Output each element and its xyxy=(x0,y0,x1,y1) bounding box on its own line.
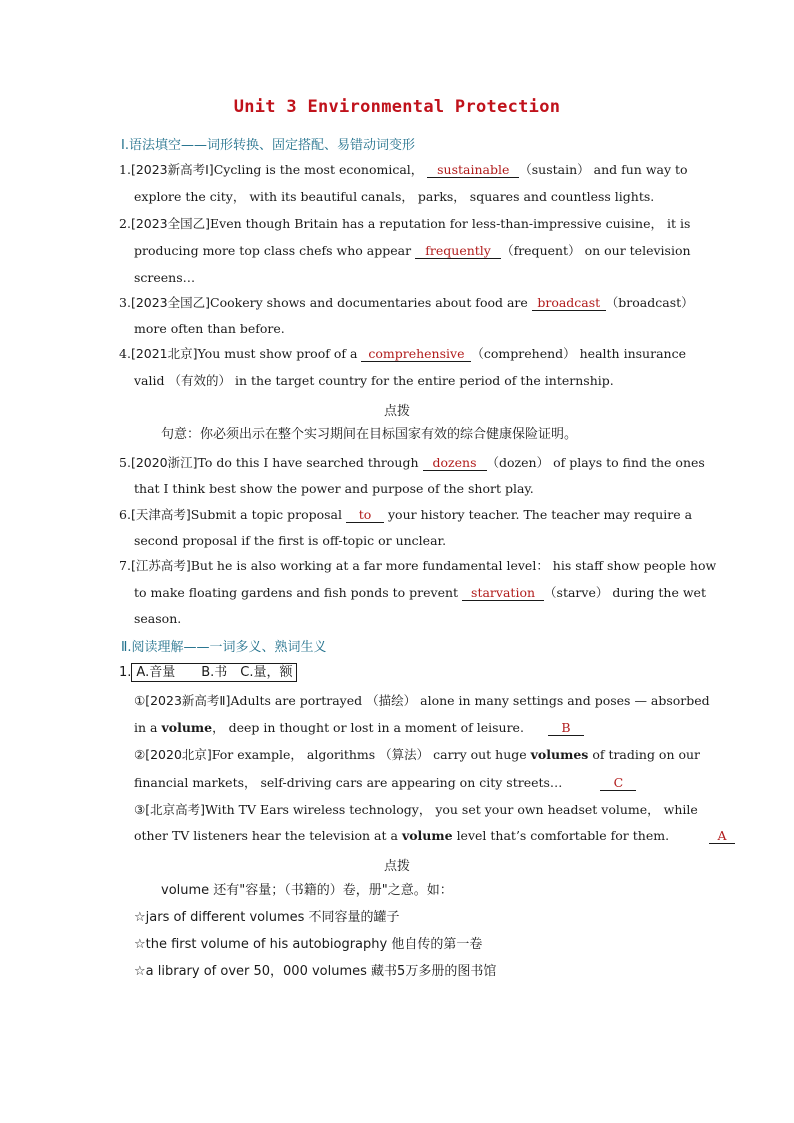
tip-label: 点拨 xyxy=(383,859,410,874)
question-2-line2: producing more top class chefs who appear frequently （frequent） on our television xyxy=(134,243,691,258)
question-7-line1: 7.[江苏高考]But he is also working at a far more fundamental level： his staff show people how xyxy=(119,558,717,573)
question-2-line3: screens… xyxy=(134,270,196,285)
question-7-line3: season. xyxy=(134,611,182,626)
question-6-line1: 6.[天津高考]Submit a topic proposal to your history teacher. The teacher may require a xyxy=(119,507,693,522)
tip-text: 句意：你必须出示在整个实习期间在目标国家有效的综合健康保险证明。 xyxy=(161,427,578,442)
question-5-line1: 5.[2020浙江]To do this I have searched through dozens （dozen） of plays to find the ones xyxy=(119,455,705,470)
question-1-line2: explore the city， with its beautiful canals， parks， squares and countless lights. xyxy=(134,189,655,204)
tip-label: 点拨 xyxy=(383,404,410,419)
question-5-line2: that I think best show the power and purpose of the short play. xyxy=(134,481,534,496)
question-4-line1: 4.[2021北京]You must show proof of a comprehensive （comprehend） health insurance xyxy=(119,346,686,361)
question-4-line2: valid （有效的） in the target country for the entire period of the internship. xyxy=(134,373,614,388)
reading-1c-line1: ③[北京高考]With TV Ears wireless technology， you set your own headset volume， while xyxy=(134,802,698,817)
answer-blank: dozens xyxy=(423,456,487,471)
answer-blank: comprehensive xyxy=(361,347,471,362)
answer-blank: starvation xyxy=(462,586,544,601)
question-3-line1: 3.[2023全国乙]Cookery shows and documentaries about food are broadcast （broadcast） xyxy=(119,295,694,310)
answer-blank: to xyxy=(346,508,384,523)
answer-blank: A xyxy=(709,829,735,844)
question-1-line1: 1.[2023新高考Ⅰ]Cycling is the most economical， sustainable （sustain） and fun way to xyxy=(119,162,688,177)
tip-example: ☆the first volume of his autobiography 他自传的第一卷 xyxy=(134,937,483,952)
question-6-line2: second proposal if the first is off-topic or unclear. xyxy=(134,533,447,548)
reading-1b-line1: ②[2020北京]For example， algorithms （算法） carry out huge volumes of trading on our xyxy=(134,747,701,762)
page-title: Unit 3 Environmental Protection xyxy=(233,97,561,117)
reading-1c-line2: other TV listeners hear the television at a volume level that’s comfortable for them. A xyxy=(134,828,735,844)
reading-1a-line1: ①[2023新高考Ⅱ]Adults are portrayed （描绘） alone in many settings and poses — absorbed xyxy=(134,693,710,708)
reading-1a-line2: in a volume， deep in thought or lost in a moment of leisure. B xyxy=(134,720,584,736)
answer-blank: C xyxy=(600,776,636,791)
tip-intro: volume 还有"容量；（书籍的）卷，册"之意。如： xyxy=(161,883,453,898)
answer-blank: sustainable xyxy=(427,163,519,178)
reading-1b-line2: financial markets， self-driving cars are appearing on city streets… C xyxy=(134,775,636,791)
reading-1-options: 1. A.音量 B.书 C.量，额 xyxy=(119,663,297,682)
tip-example: ☆a library of over 50，000 volumes 藏书5万多册的图书馆 xyxy=(134,964,497,979)
answer-blank: broadcast xyxy=(532,296,606,311)
question-7-line2: to make floating gardens and fish ponds to prevent starvation （starve） during the wet xyxy=(134,585,706,600)
question-2-line1: 2.[2023全国乙]Even though Britain has a reputation for less-than-impressive cuisine， it is xyxy=(119,216,691,231)
section-heading-grammar: Ⅰ.语法填空——词形转换、固定搭配、易错动词变形 xyxy=(121,138,415,153)
tip-example: ☆jars of different volumes 不同容量的罐子 xyxy=(134,910,400,925)
question-3-line2: more often than before. xyxy=(134,321,285,336)
section-heading-reading: Ⅱ.阅读理解——一词多义、熟词生义 xyxy=(121,640,327,655)
answer-blank: frequently xyxy=(415,244,501,259)
answer-blank: B xyxy=(548,721,584,736)
options-box: A.音量 B.书 C.量，额 xyxy=(131,663,297,682)
